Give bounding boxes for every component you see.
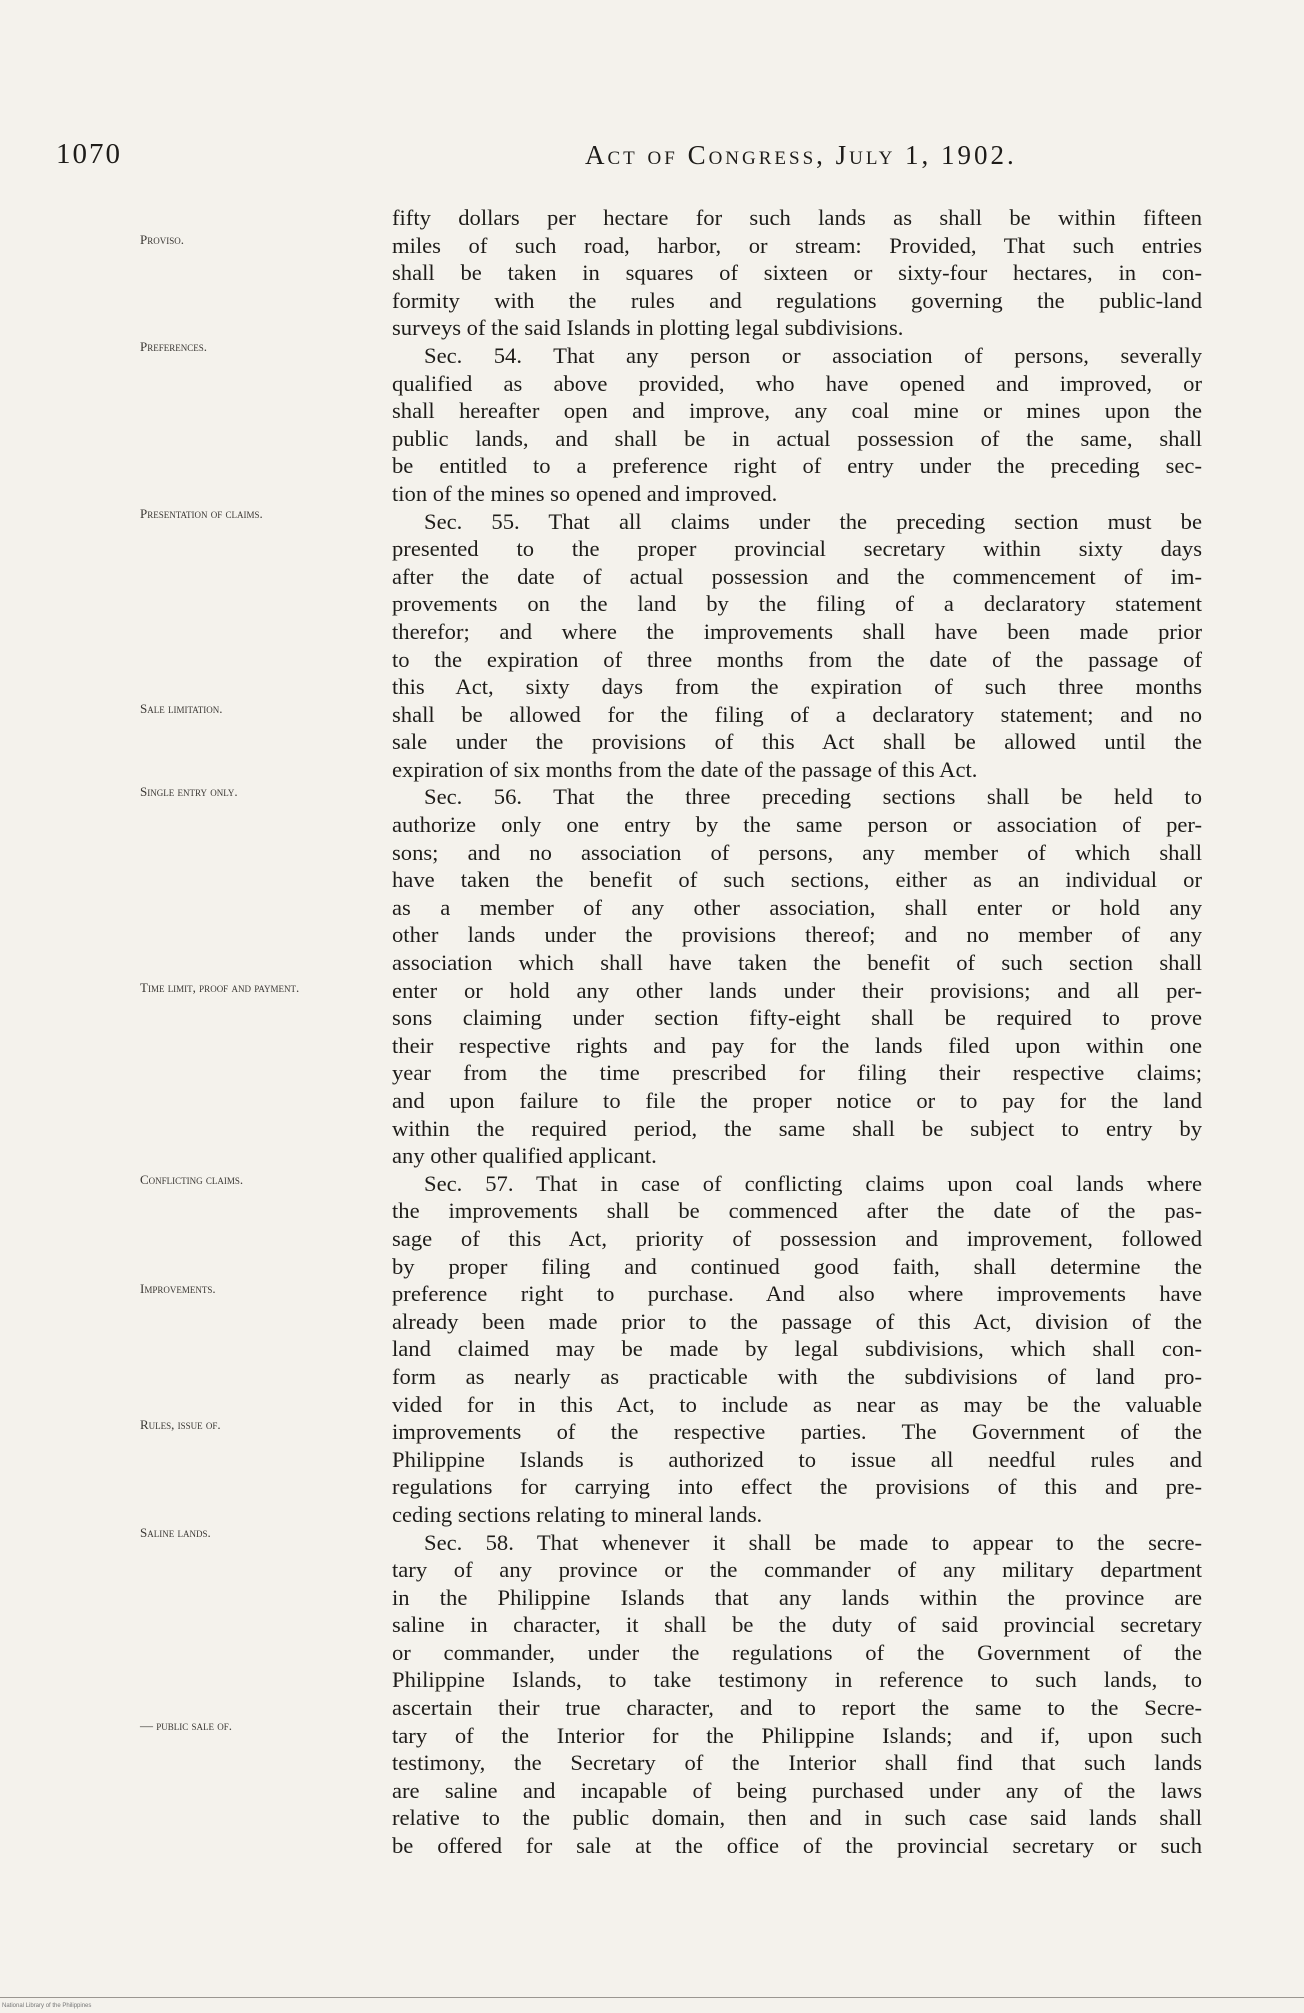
text-line: saline in character, it shall be the duty of said provincial secretary [392, 1612, 1202, 1638]
text-line: Sec. 57. That in case of conflicting claims upon coal lands where [424, 1170, 1202, 1196]
margin-note-public-sale: — public sale of. [140, 1718, 233, 1733]
text-line: be offered for sale at the office of the provincial secretary or such [392, 1833, 1202, 1859]
running-head: Act of Congress, July 1, 1902. [585, 140, 1017, 170]
text-line: sale under the provisions of this Act shall be allowed until the [392, 729, 1202, 755]
text-line: other lands under the provisions thereof; and no member of any [392, 922, 1202, 948]
text-line: presented to the proper provincial secretary within sixty days [392, 536, 1202, 562]
text-line: ceding sections relating to mineral lands. [392, 1501, 763, 1527]
text-line: sage of this Act, priority of possession and improvement, followed [392, 1225, 1202, 1251]
margin-note-conflicting-claims: Conflicting claims. [140, 1172, 244, 1187]
text-line: therefor; and where the improvements shall have been made prior [392, 618, 1202, 644]
text-line: relative to the public domain, then and in such case said lands shall [392, 1805, 1202, 1831]
text-line: within the required period, the same shall be subject to entry by [392, 1115, 1202, 1141]
text-line: Sec. 58. That whenever it shall be made to appear to the secre- [424, 1529, 1202, 1555]
text-line: and upon failure to file the proper notice or to pay for the land [392, 1088, 1202, 1113]
text-line: shall hereafter open and improve, any coal mine or mines upon the [392, 398, 1202, 424]
text-line: form as nearly as practicable with the subdivisions of land pro- [392, 1363, 1202, 1389]
text-line: shall be taken in squares of sixteen or sixty-four hectares, in con- [392, 260, 1202, 286]
text-line: preference right to purchase. And also where improvements have [392, 1281, 1202, 1307]
text-line: testimony, the Secretary of the Interior shall find that such lands [392, 1750, 1202, 1776]
margin-note-rules-issue: Rules, issue of. [140, 1417, 221, 1432]
text-line: as a member of any other association, shall enter or hold any [392, 894, 1202, 920]
margin-note-time-limit: Time limit, proof and payment. [140, 980, 300, 995]
margin-note-sale-limitation: Sale limitation. [140, 701, 223, 716]
text-line: the improvements shall be commenced after the date of the pas- [392, 1198, 1202, 1224]
body-text [392, 204, 1202, 1860]
text-line: year from the time prescribed for filing their respective claims; [392, 1060, 1202, 1086]
text-line: are saline and incapable of being purchased under any of the laws [392, 1777, 1202, 1803]
margin-note-single-entry-only: Single entry only. [140, 784, 238, 799]
text-line: vided for in this Act, to include as near as may be the valuable [392, 1391, 1202, 1417]
text-line: ascertain their true character, and to report the same to the Secre- [392, 1695, 1202, 1721]
bottom-rule [0, 1997, 1304, 1998]
text-line: be entitled to a preference right of entry under the preceding sec- [392, 453, 1202, 479]
text-line: tary of any province or the commander of any military department [392, 1557, 1202, 1583]
margin-note-proviso: Proviso. [140, 232, 184, 247]
text-line: regulations for carrying into effect the provisions of this and pre- [392, 1474, 1202, 1500]
text-line: Philippine Islands, to take testimony in reference to such lands, to [392, 1667, 1202, 1693]
text-line: improvements of the respective parties. The Government of the [392, 1419, 1202, 1445]
text-line: public lands, and shall be in actual possession of the same, shall [392, 425, 1202, 451]
text-line: expiration of six months from the date of the passage of this Act. [392, 756, 978, 782]
margin-note-saline-lands: Saline lands. [140, 1525, 211, 1540]
text-line: to the expiration of three months from the date of the passage of [392, 646, 1202, 672]
text-line: Sec. 55. That all claims under the preceding section must be [424, 508, 1202, 534]
text-line: in the Philippine Islands that any lands within the province are [392, 1584, 1202, 1610]
text-line: sons; and no association of persons, any member of which shall [392, 839, 1202, 865]
margin-note-improvements: Improvements. [140, 1281, 216, 1296]
page-number: 1070 [56, 138, 122, 170]
text-line: or commander, under the regulations of the Government of the [392, 1639, 1202, 1665]
text-line: sons claiming under section fifty-eight shall be required to prove [392, 1005, 1202, 1031]
text-line: Philippine Islands is authorized to issue all needful rules and [392, 1446, 1202, 1472]
text-line: association which shall have taken the benefit of such section shall [392, 950, 1202, 976]
text-line: fifty dollars per hectare for such lands as shall be within fifteen [392, 205, 1202, 230]
text-line: surveys of the said Islands in plotting legal subdivisions. [392, 315, 904, 341]
text-line: any other qualified applicant. [392, 1143, 657, 1169]
text-line: Sec. 54. That any person or association of persons, severally [424, 342, 1202, 368]
text-line: Sec. 56. That the three preceding sections shall be held to [424, 784, 1202, 810]
text-line: provements on the land by the filing of a declaratory statement [392, 591, 1202, 617]
text-line: by proper filing and continued good faith, shall determine the [392, 1253, 1202, 1279]
text-line: authorize only one entry by the same person or association of per- [392, 812, 1202, 838]
margin-note-preferences: Preferences. [140, 339, 207, 354]
text-line: after the date of actual possession and the commencement of im- [392, 563, 1202, 589]
text-line: tion of the mines so opened and improved. [392, 480, 778, 506]
text-line: shall be allowed for the filing of a declaratory statement; and no [392, 701, 1202, 727]
margin-note-presentation-of-claims: Presentation of claims. [140, 506, 263, 521]
text-line: this Act, sixty days from the expiration of such three months [392, 674, 1202, 700]
text-line: land claimed may be made by legal subdivisions, which shall con- [392, 1336, 1202, 1362]
text-line: qualified as above provided, who have opened and improved, or [392, 370, 1202, 396]
text-line: miles of such road, harbor, or stream: Provided, That such entries [392, 232, 1202, 258]
text-line: formity with the rules and regulations governing the public-land [392, 287, 1202, 313]
text-line: tary of the Interior for the Philippine Islands; and if, upon such [392, 1722, 1202, 1748]
scan-footer: National Library of the Philippines [2, 2003, 92, 2009]
text-line: their respective rights and pay for the lands filed upon within one [392, 1032, 1202, 1058]
text-line: enter or hold any other lands under their provisions; and all per- [392, 977, 1202, 1003]
text-line: have taken the benefit of such sections, either as an individual or [392, 867, 1202, 893]
text-line: already been made prior to the passage of this Act, division of the [392, 1308, 1202, 1334]
